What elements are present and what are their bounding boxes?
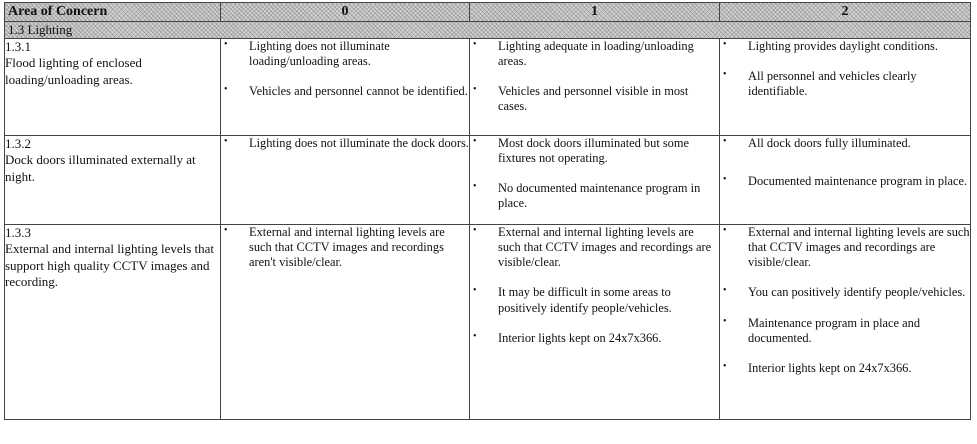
bullet-icon: • [473, 285, 477, 297]
concern-cell [5, 225, 221, 420]
criterion-text: All personnel and vehicles clearly identifiable. [748, 69, 917, 99]
criteria-cell-1 [470, 225, 720, 420]
table-row [5, 225, 971, 420]
list-item [720, 285, 970, 300]
criterion-text: All dock doors fully illuminated. [748, 136, 911, 150]
list-item [470, 84, 719, 114]
criteria-cell-2 [720, 39, 971, 136]
criteria-cell-0 [221, 136, 470, 225]
criteria-cell-1 [470, 136, 720, 225]
list-item [720, 174, 970, 189]
concern-description: Flood lighting of enclosed loading/unloading areas. [5, 55, 142, 87]
list-item [720, 39, 970, 54]
criterion-text: External and internal lighting levels are such that CCTV images and recordings aren't visible/clear. [249, 225, 445, 270]
concern-id: 1.3.1 [5, 39, 31, 54]
table-row [5, 39, 971, 136]
criterion-text: Most dock doors illuminated but some fixtures not operating. [498, 136, 690, 166]
list-item [470, 285, 719, 315]
criterion-text: Lighting does not illuminate loading/unloading areas. [249, 39, 390, 69]
criteria-cell-2 [720, 225, 971, 420]
header-row [5, 3, 971, 22]
concern-cell [5, 39, 221, 136]
header-score-1: 1 [470, 3, 720, 22]
list-item [720, 225, 970, 270]
criterion-text: It may be difficult in some areas to positively identify people/vehicles. [498, 285, 672, 315]
bullet-icon: • [723, 174, 727, 186]
list-item [221, 39, 469, 69]
list-item [470, 136, 719, 166]
bullet-icon: • [473, 181, 477, 193]
bullet-icon: • [723, 315, 727, 327]
criterion-text: Maintenance program in place and documented. [748, 315, 921, 345]
criteria-cell-0 [221, 39, 470, 136]
list-item [470, 331, 719, 346]
bullet-icon: • [723, 136, 727, 147]
section-title: 1.3 Lighting [5, 22, 971, 39]
concern-description: External and internal lighting levels that support high quality CCTV images and recording. [5, 241, 215, 289]
table-row [5, 136, 971, 225]
criterion-text: External and internal lighting levels are such that CCTV images and recordings are visible/clear. [748, 225, 970, 270]
list-item [221, 225, 469, 270]
criterion-text: Lighting provides daylight conditions. [748, 39, 938, 53]
concern-id: 1.3.2 [5, 136, 31, 151]
criterion-text: Vehicles and personnel cannot be identified. [249, 84, 468, 99]
criteria-cell-1 [470, 39, 720, 136]
criterion-text: External and internal lighting levels are such that CCTV images and recordings are visible/clear. [498, 225, 712, 270]
list-item [470, 39, 719, 69]
criterion-text: No documented maintenance program in place. [498, 181, 701, 211]
criterion-text: Documented maintenance program in place. [748, 174, 968, 189]
criterion-text: Lighting does not illuminate the dock doors. [249, 136, 469, 150]
list-item [221, 136, 469, 151]
list-item [720, 136, 970, 151]
bullet-icon: • [723, 39, 727, 50]
criteria-cell-2 [720, 136, 971, 225]
bullet-icon: • [723, 360, 727, 372]
concern-id: 1.3.3 [5, 225, 31, 240]
rubric-sheet [4, 2, 970, 440]
bullet-icon: • [224, 225, 228, 236]
bullet-icon: • [473, 39, 477, 50]
concern-cell [5, 136, 221, 225]
criteria-cell-0 [221, 225, 470, 420]
list-item [470, 225, 719, 270]
list-item [221, 84, 469, 99]
section-row [5, 22, 971, 39]
bullet-icon: • [473, 84, 477, 96]
list-item [470, 181, 719, 211]
concern-description: Dock doors illuminated externally at night. [5, 152, 196, 184]
header-area-of-concern: Area of Concern [5, 3, 221, 22]
bullet-icon: • [723, 285, 727, 297]
lighting-rubric-table [4, 2, 971, 420]
criterion-text: Interior lights kept on 24x7x366. [498, 330, 662, 345]
bullet-icon: • [224, 84, 228, 96]
list-item [720, 316, 970, 346]
list-item [720, 361, 970, 376]
bullet-icon: • [473, 225, 477, 236]
bullet-icon: • [473, 136, 477, 147]
bullet-icon: • [723, 225, 727, 236]
bullet-icon: • [224, 39, 228, 50]
criterion-text: Vehicles and personnel visible in most cases. [498, 84, 689, 114]
bullet-icon: • [224, 136, 228, 147]
bullet-icon: • [473, 330, 477, 342]
list-item [720, 69, 970, 99]
bullet-icon: • [723, 69, 727, 81]
header-score-2: 2 [720, 3, 971, 22]
criterion-text: Interior lights kept on 24x7x366. [748, 360, 912, 375]
criterion-text: Lighting adequate in loading/unloading areas. [498, 39, 694, 69]
criterion-text: You can positively identify people/vehicles. [748, 285, 966, 300]
header-score-0: 0 [221, 3, 470, 22]
